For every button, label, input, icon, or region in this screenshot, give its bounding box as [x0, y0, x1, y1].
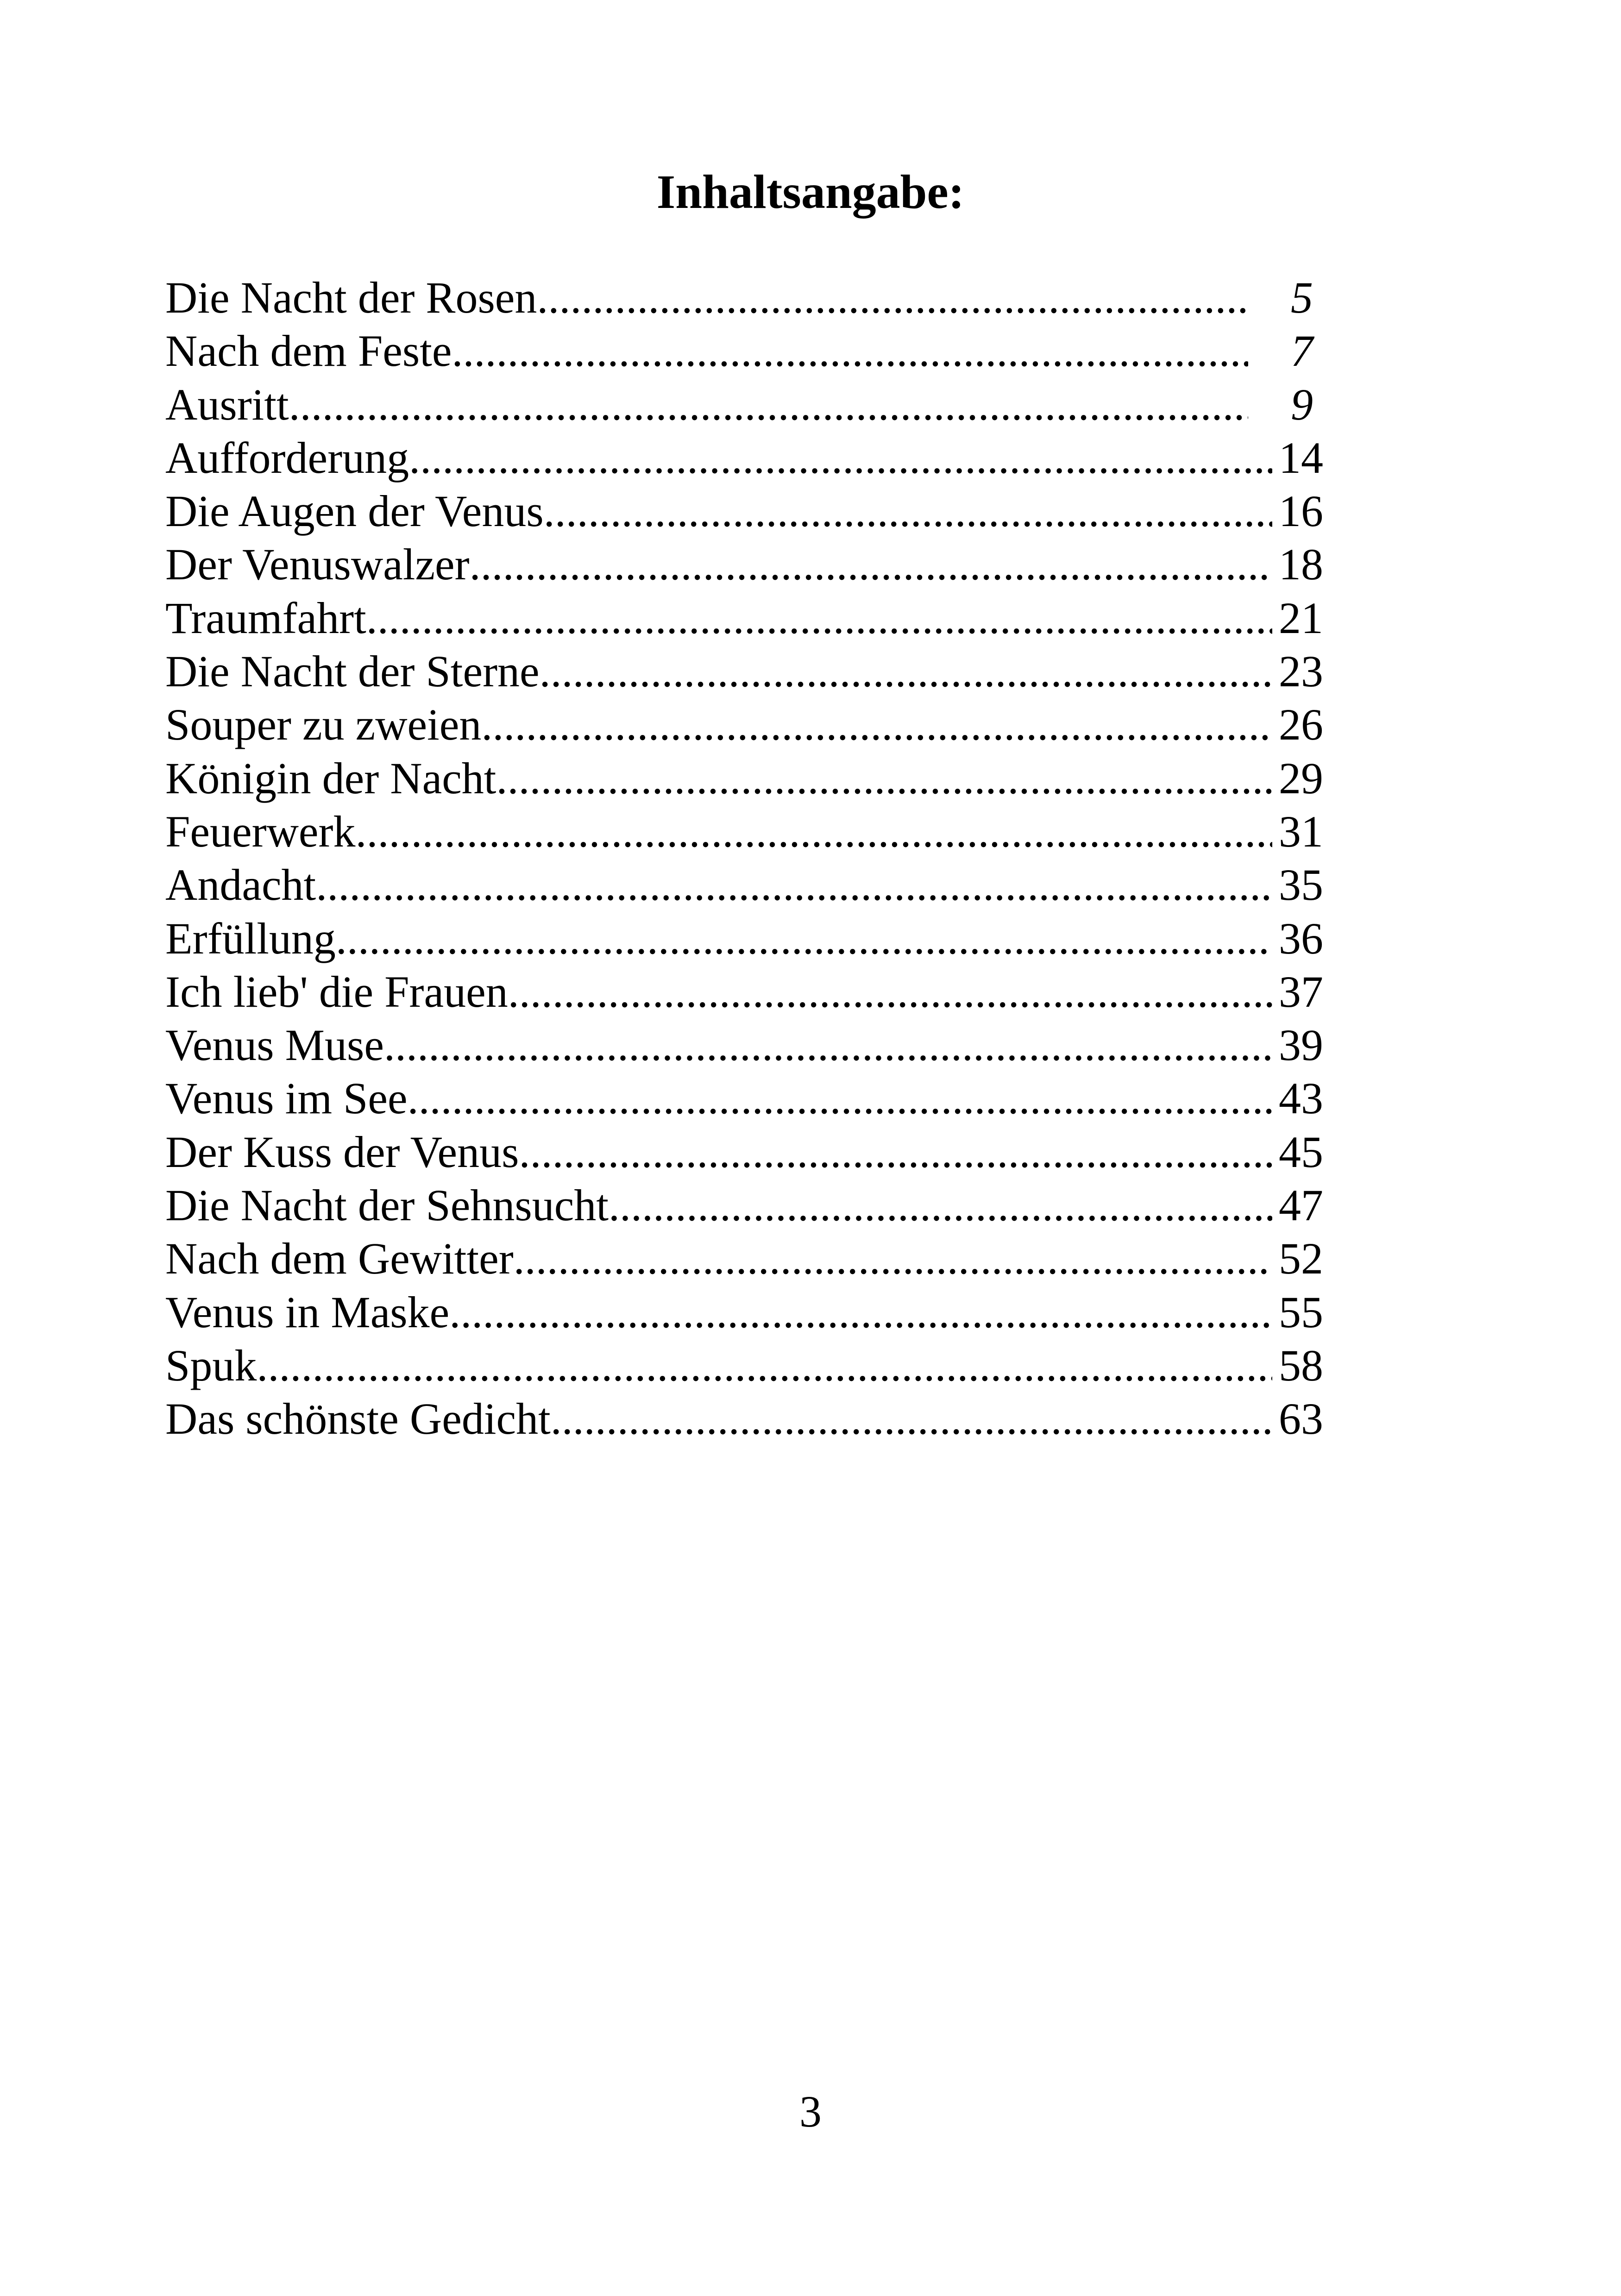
toc-entry-title: Andacht — [165, 860, 316, 910]
toc-entry — [165, 538, 1323, 591]
toc-entry-page: 5 — [1291, 273, 1313, 322]
toc-entry — [165, 1339, 1323, 1392]
toc-entry-page: 16 — [1279, 486, 1323, 536]
toc-entry-title: Aufforderung — [165, 433, 409, 483]
toc-entry — [165, 698, 1323, 751]
toc-entry — [165, 752, 1323, 805]
toc-entry — [165, 1072, 1323, 1125]
toc-entry — [165, 431, 1323, 484]
dot-leader — [514, 1232, 1272, 1285]
page-title: Inhaltsangabe: — [656, 165, 965, 219]
toc-entry-page: 47 — [1279, 1180, 1323, 1230]
toc-entry-title: Die Nacht der Sterne — [165, 646, 540, 696]
dot-leader — [289, 378, 1248, 431]
toc-entry-title: Das schönste Gedicht — [165, 1394, 551, 1444]
dot-leader — [257, 1339, 1272, 1392]
toc-entry — [165, 591, 1323, 645]
toc-entry-page: 29 — [1279, 753, 1323, 803]
toc-entry-page: 63 — [1279, 1394, 1323, 1444]
toc-entry-title: Königin der Nacht — [165, 753, 496, 803]
toc-entry — [165, 805, 1323, 858]
dot-leader — [544, 484, 1272, 538]
dot-leader — [452, 324, 1248, 377]
dot-leader — [409, 431, 1272, 484]
dot-leader — [609, 1179, 1272, 1232]
toc-entry-title: Die Nacht der Rosen — [165, 273, 537, 322]
toc-entry-page: 35 — [1279, 860, 1323, 910]
dot-leader — [366, 591, 1272, 645]
toc-entry-title: Spuk — [165, 1340, 257, 1390]
toc-entry — [165, 645, 1323, 698]
dot-leader — [449, 1286, 1272, 1339]
toc-entry — [165, 1125, 1323, 1179]
toc-entry — [165, 912, 1323, 965]
dot-leader — [470, 538, 1272, 591]
toc-entry — [165, 1232, 1323, 1285]
page-number: 3 — [799, 2087, 822, 2136]
toc-entry-page: 36 — [1279, 913, 1323, 963]
toc-entry-title: Venus im See — [165, 1073, 408, 1123]
toc-entry-page: 14 — [1279, 433, 1323, 483]
toc-entry — [165, 324, 1323, 377]
dot-leader — [537, 271, 1248, 324]
toc-entry-page: 7 — [1291, 326, 1313, 376]
dot-leader — [336, 912, 1272, 965]
toc-entry-title: Venus in Maske — [165, 1287, 450, 1337]
toc-entry-page: 23 — [1279, 646, 1323, 696]
dot-leader — [481, 698, 1272, 751]
toc-entry-page: 31 — [1279, 806, 1323, 856]
dot-leader — [408, 1072, 1272, 1125]
toc-entry-title: Ausritt — [165, 379, 289, 429]
dot-leader — [519, 1125, 1272, 1179]
toc-entry — [165, 1392, 1323, 1445]
toc-entry-title: Die Augen der Venus — [165, 486, 544, 536]
toc-entry-title: Nach dem Gewitter — [165, 1234, 514, 1284]
toc-entry — [165, 1179, 1323, 1232]
dot-leader — [540, 645, 1272, 698]
dot-leader — [551, 1392, 1272, 1445]
toc-entry-title: Souper zu zweien — [165, 700, 482, 750]
toc-entry-page: 39 — [1279, 1020, 1323, 1070]
toc-entry — [165, 858, 1323, 911]
toc-entry-page: 52 — [1279, 1234, 1323, 1284]
toc-entry-page: 9 — [1291, 379, 1313, 429]
toc-entry-page: 21 — [1279, 593, 1323, 643]
table-of-contents — [165, 271, 1323, 1446]
toc-entry-title: Nach dem Feste — [165, 326, 452, 376]
dot-leader — [355, 805, 1272, 858]
toc-entry-page: 18 — [1279, 539, 1323, 590]
toc-entry-page: 43 — [1279, 1073, 1323, 1123]
toc-entry-title: Der Kuss der Venus — [165, 1127, 519, 1177]
toc-entry — [165, 484, 1323, 538]
toc-entry-page: 45 — [1279, 1127, 1323, 1177]
toc-entry — [165, 271, 1323, 324]
toc-entry — [165, 378, 1323, 431]
toc-entry-page: 58 — [1279, 1340, 1323, 1390]
dot-leader — [508, 965, 1272, 1018]
dot-leader — [316, 858, 1272, 911]
dot-leader — [496, 752, 1272, 805]
toc-entry-title: Feuerwerk — [165, 806, 356, 856]
toc-entry — [165, 965, 1323, 1018]
toc-entry-page: 26 — [1279, 700, 1323, 750]
toc-entry — [165, 1286, 1323, 1339]
toc-entry-title: Ich lieb' die Frauen — [165, 966, 508, 1016]
toc-entry-page: 55 — [1279, 1287, 1323, 1337]
toc-entry — [165, 1018, 1323, 1072]
toc-entry-title: Venus Muse — [165, 1020, 384, 1070]
toc-entry-page: 37 — [1279, 966, 1323, 1016]
toc-entry-title: Erfüllung — [165, 913, 336, 963]
toc-entry-title: Der Venuswalzer — [165, 539, 470, 590]
dot-leader — [384, 1018, 1272, 1072]
toc-entry-title: Die Nacht der Sehnsucht — [165, 1180, 609, 1230]
toc-entry-title: Traumfahrt — [165, 593, 366, 643]
